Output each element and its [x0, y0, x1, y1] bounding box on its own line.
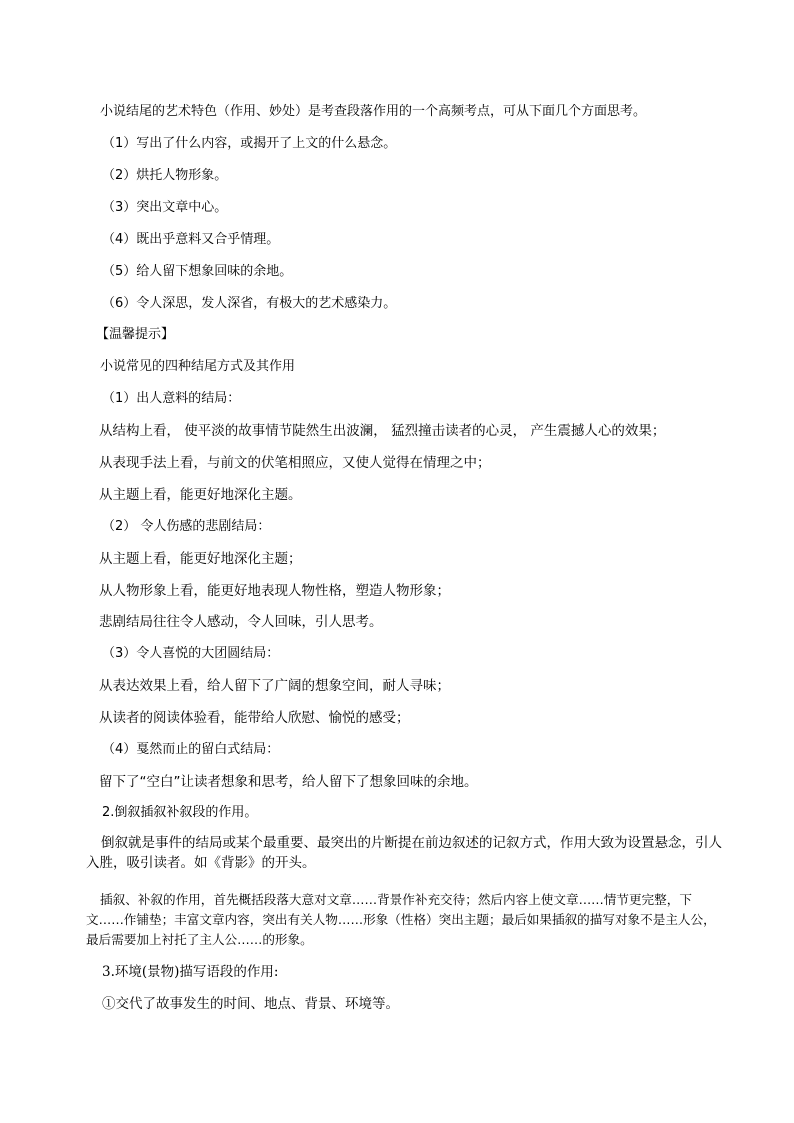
ending-2-line-1: 从主题上看，能更好地深化主题；: [99, 551, 302, 567]
ending-2-title: （2） 令人伤感的悲剧结局：: [102, 519, 271, 534]
section-2-paragraph-2: 插叙、补叙的作用，首先概括段落大意对文章……背景作补充交待；然后内容上使文章……情节更完整，下文……作铺垫；丰富文章内容，突出有关人物……形象（性格）突出主题；最后如果插叙的描写对象不是主人公，最后需要加上衬托了主人公……的形象。: [86, 892, 716, 947]
ending-4-title: （4）戛然而止的留白式结局：: [102, 742, 280, 757]
ending-1-title: （1）出人意料的结局：: [102, 391, 241, 406]
ending-1-line-1: 从结构上看， 使平淡的故事情节陡然生出波澜， 猛烈撞击读者的心灵， 产生震撼人心的效果；: [99, 423, 666, 439]
ending-2-line-2: 从人物形象上看，能更好地表现人物性格，塑造人物形象；: [99, 583, 450, 599]
section-3-title: 3.环境(景物)描写语段的作用:: [102, 964, 279, 980]
ending-3-title: （3）令人喜悦的大团圆结局：: [102, 646, 280, 661]
ending-1-line-3: 从主题上看，能更好地深化主题。: [99, 487, 302, 503]
point-6: （6）令人深思，发人深省，有极大的艺术感染力。: [102, 296, 397, 311]
intro-paragraph: 小说结尾的艺术特色（作用、妙处）是考查段落作用的一个高频考点，可从下面几个方面思考。: [100, 104, 647, 119]
ending-4-line-1: 留下了“空白”让读者想象和思考，给人留下了想象回味的余地。: [99, 774, 478, 790]
section-2-paragraph-1: 倒叙就是事件的结局或某个最重要、最突出的片断提在前边叙述的记叙方式，作用大致为设置悬念，引人入胜，吸引读者。如《背影》的开头。: [86, 835, 722, 871]
point-1: （1）写出了什么内容，或揭开了上文的什么悬念。: [102, 136, 397, 151]
point-2: （2）烘托人物形象。: [102, 168, 228, 183]
ending-1-line-2: 从表现手法上看，与前文的伏笔相照应，又使人觉得在情理之中；: [99, 455, 491, 471]
point-3: （3）突出文章中心。: [102, 200, 228, 215]
tip-heading: 【温馨提示】: [96, 327, 175, 342]
section-3-item-1: ①交代了故事发生的时间、地点、背景、环境等。: [102, 996, 399, 1012]
tip-subheading: 小说常见的四种结尾方式及其作用: [100, 359, 296, 374]
ending-3-line-2: 从读者的阅读体验看，能带给人欣慰、愉悦的感受；: [99, 710, 410, 726]
section-2-title: 2.倒叙插叙补叙段的作用。: [102, 805, 258, 820]
point-5: （5）给人留下想象回味的余地。: [102, 264, 293, 279]
point-4: （4）既出乎意料又合乎情理。: [102, 232, 280, 247]
ending-3-line-1: 从表达效果上看，给人留下了广阔的想象空间，耐人寻味；: [99, 678, 450, 694]
ending-2-line-3: 悲剧结局往往令人感动，令人回味，引人思考。: [99, 614, 383, 630]
